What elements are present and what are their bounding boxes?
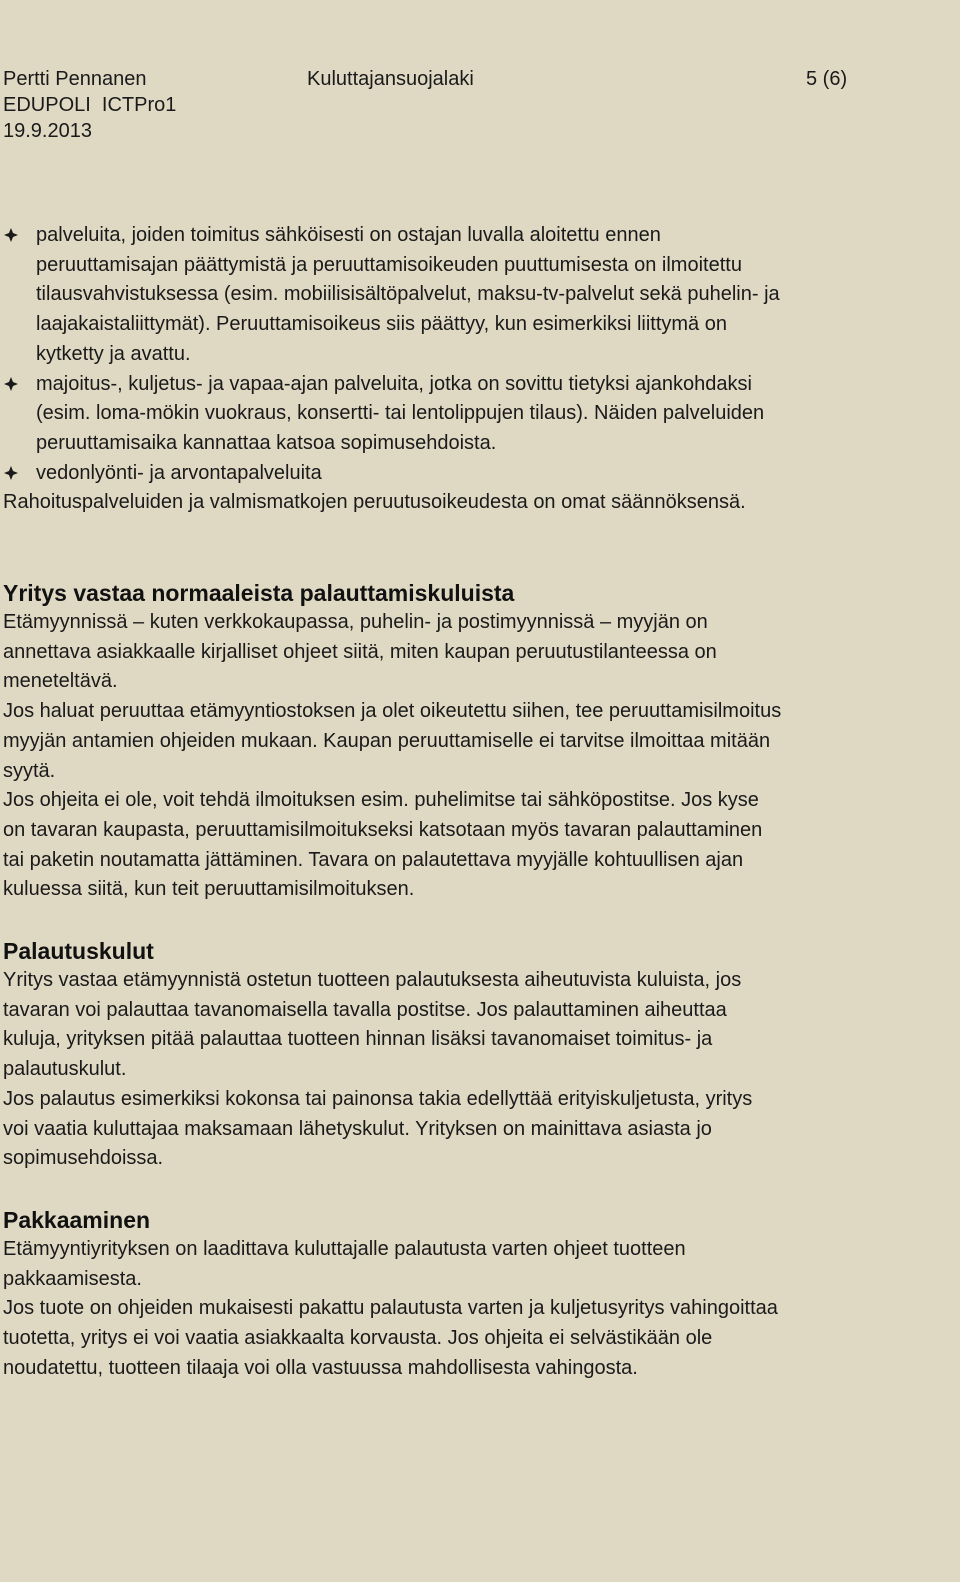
bullet-line: kytketty ja avattu. xyxy=(36,342,191,365)
header-date: 19.9.2013 xyxy=(3,120,92,142)
section-body xyxy=(3,1235,903,1384)
section-body xyxy=(3,966,903,1174)
text-line: sopimusehdoissa. xyxy=(3,1147,164,1170)
text-line: syytä. xyxy=(3,759,56,782)
text-line: Jos haluat peruuttaa etämyyntiostoksen ja olet oikeutettu siihen, tee peruuttamisilmoitus xyxy=(3,700,782,723)
text-line: noudatettu, tuotteen tilaaja voi olla vastuussa mahdollisesta vahingosta. xyxy=(3,1356,638,1379)
text-line: Jos ohjeita ei ole, voit tehdä ilmoituksen esim. puhelimitse tai sähköpostitse. Jos kyse xyxy=(3,789,759,812)
header-row-2 xyxy=(3,92,863,118)
text-line: kuluessa siitä, kun teit peruuttamisilmoituksen. xyxy=(3,878,415,901)
bullet-line: peruuttamisaika kannattaa katsoa sopimusehdoista. xyxy=(36,431,497,454)
section-heading: Palautuskulut xyxy=(3,938,154,965)
header-subject: Kuluttajansuojalaki xyxy=(307,68,474,90)
text-line: Jos tuote on ohjeiden mukaisesti pakattu palautusta varten ja kuljetusyritys vahingoittaa xyxy=(3,1297,778,1320)
section-heading: Yritys vastaa normaaleista palauttamiskuluista xyxy=(3,580,515,607)
bullet-line: tilausvahvistuksessa (esim. mobiilisisältöpalvelut, maksu-tv-palvelut sekä puhelin- ja xyxy=(36,283,780,306)
section-body xyxy=(3,608,903,905)
page-header xyxy=(3,66,863,144)
header-row-1 xyxy=(3,66,863,92)
text-line: tuotetta, yritys ei voi vaatia asiakkaalta korvausta. Jos ohjeita ei selvästikään ole xyxy=(3,1327,713,1350)
diamond-bullet-icon xyxy=(3,227,19,243)
text-line: on tavaran kaupasta, peruuttamisilmoitukseksi katsotaan myös tavaran palauttaminen xyxy=(3,818,763,841)
bullet-line: (esim. loma-mökin vuokraus, konsertti- tai lentolippujen tilaus). Näiden palveluiden xyxy=(36,402,765,425)
bullet-item xyxy=(3,221,903,370)
text-line: myyjän antamien ohjeiden mukaan. Kaupan peruuttamiselle ei tarvitse ilmoittaa mitään xyxy=(3,729,771,752)
header-organization: EDUPOLI ICTPro1 xyxy=(3,94,177,116)
text-line: pakkaamisesta. xyxy=(3,1267,142,1290)
document-body xyxy=(3,221,903,1384)
text-line: meneteltävä. xyxy=(3,670,118,693)
text-line: tavaran voi palauttaa tavanomaisella tavalla postitse. Jos palauttaminen aiheuttaa xyxy=(3,998,727,1021)
header-row-3 xyxy=(3,118,863,144)
header-author: Pertti Pennanen xyxy=(3,68,147,90)
bullet-line: majoitus-, kuljetus- ja vapaa-ajan palveluita, jotka on sovittu tietyksi ajankohdaksi xyxy=(36,372,752,395)
bullet-line: laajakaistaliittymät). Peruuttamisoikeus siis päättyy, kun esimerkiksi liittymä on xyxy=(36,313,727,336)
text-line: tai paketin noutamatta jättäminen. Tavara on palautettava myyjälle kohtuullisen ajan xyxy=(3,848,744,871)
bullet-item xyxy=(3,459,903,489)
text-line: kuluja, yrityksen pitää palauttaa tuotteen hinnan lisäksi tavanomaiset toimitus- ja xyxy=(3,1028,713,1051)
bullet-line: vedonlyönti- ja arvontapalveluita xyxy=(36,461,322,484)
diamond-bullet-icon xyxy=(3,465,19,481)
text-line: Yritys vastaa etämyynnistä ostetun tuotteen palautuksesta aiheutuvista kuluista, jos xyxy=(3,969,742,992)
bullet-line: peruuttamisajan päättymistä ja peruuttamisoikeuden puuttumisesta on ilmoitettu xyxy=(36,253,742,276)
bullet-item xyxy=(3,370,903,459)
text-line: Jos palautus esimerkiksi kokonsa tai painonsa takia edellyttää erityiskuljetusta, yritys xyxy=(3,1087,753,1110)
text-line: annettava asiakkaalle kirjalliset ohjeet siitä, miten kaupan peruutustilanteessa on xyxy=(3,640,717,663)
body-paragraph: Rahoituspalveluiden ja valmismatkojen peruutusoikeudesta on omat säännöksensä. xyxy=(3,491,746,514)
text-line: Etämyynnissä – kuten verkkokaupassa, puhelin- ja postimyynnissä – myyjän on xyxy=(3,611,708,634)
text-line: Etämyyntiyrityksen on laadittava kuluttajalle palautusta varten ohjeet tuotteen xyxy=(3,1237,686,1260)
text-line: voi vaatia kuluttajaa maksamaan lähetyskulut. Yrityksen on mainittava asiasta jo xyxy=(3,1117,712,1140)
section-heading: Pakkaaminen xyxy=(3,1206,151,1233)
diamond-bullet-icon xyxy=(3,376,19,392)
bullet-line: palveluita, joiden toimitus sähköisesti on ostajan luvalla aloitettu ennen xyxy=(36,224,661,246)
text-line: palautuskulut. xyxy=(3,1058,127,1081)
header-page-number: 5 (6) xyxy=(806,68,848,90)
